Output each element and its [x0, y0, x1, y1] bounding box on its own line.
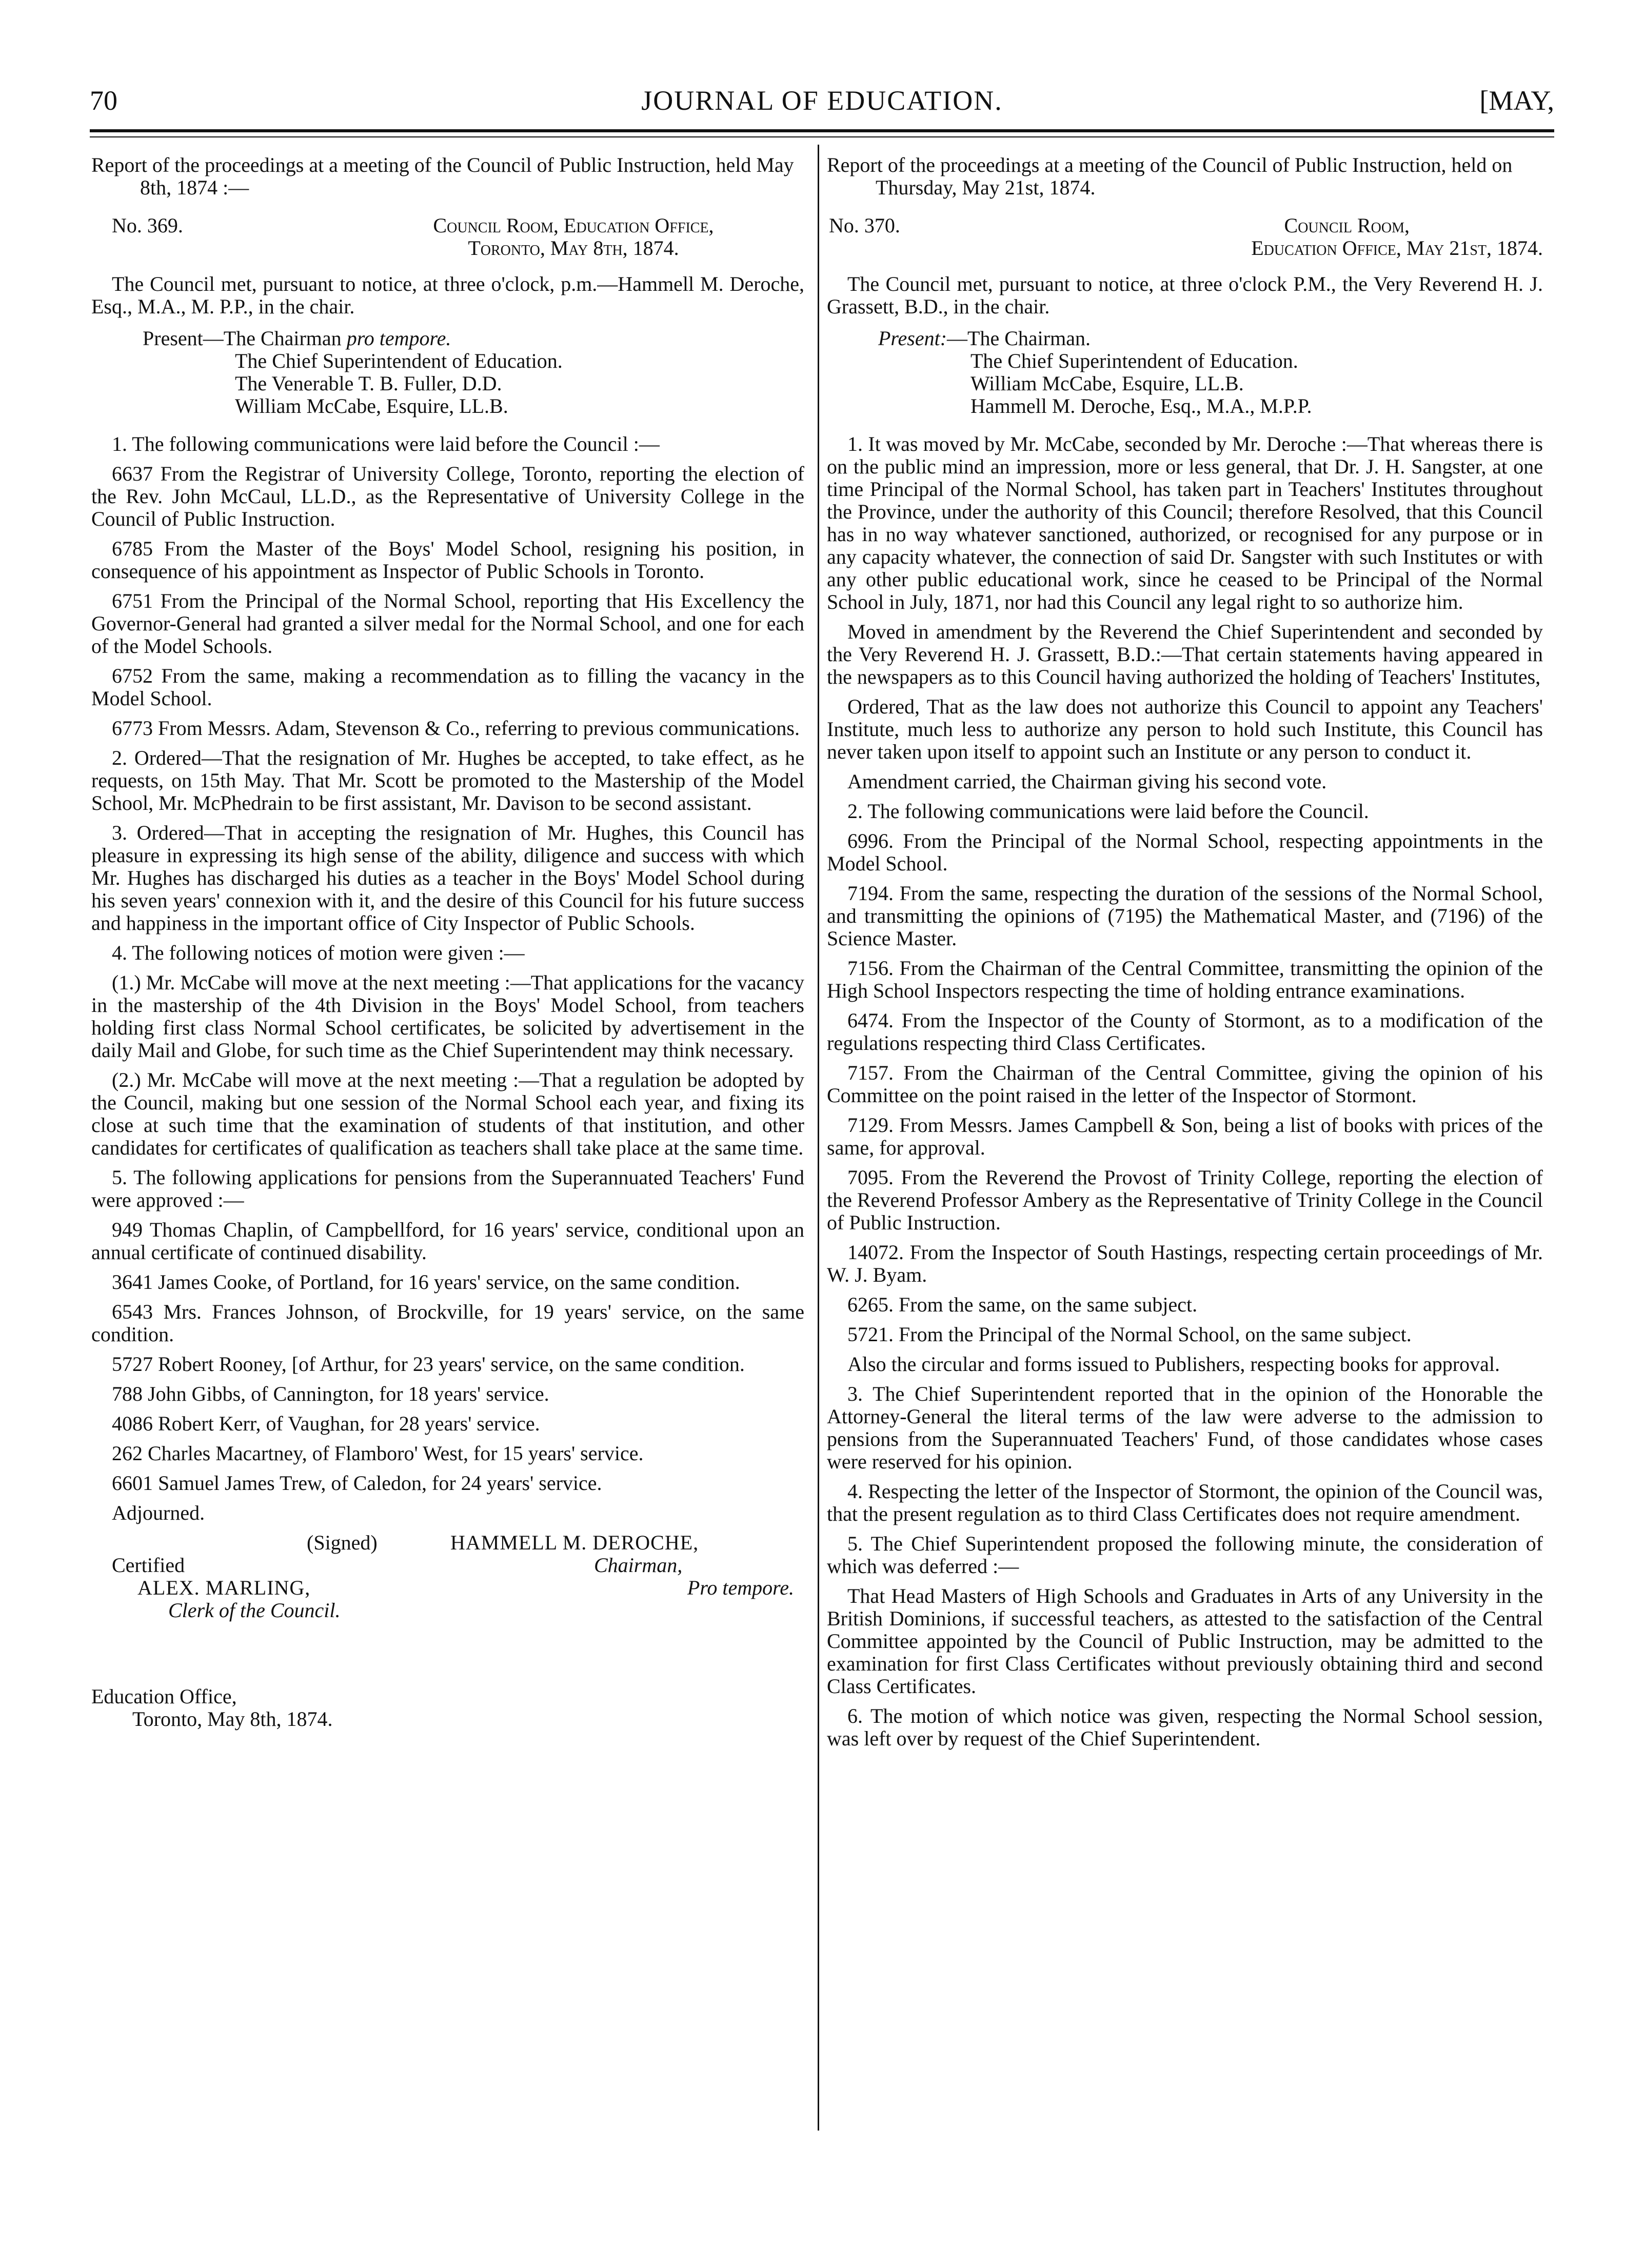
clerk-name: ALEX. MARLING,	[137, 1576, 311, 1599]
report-intro-370: Report of the proceedings at a meeting of the Council of Public Instruction, held on Thursday, May 21st, 1874.	[827, 154, 1513, 199]
paragraph: 4. Respecting the letter of the Inspector of Stormont, the opinion of the Council was, that the present regulation as to third Class Certificates does not require amendment.	[827, 1480, 1543, 1525]
meeting-place-line1: Council Room,	[1284, 214, 1410, 237]
paragraph: 6474. From the Inspector of the County of Stormont, as to a modification of the regulations respecting third Class Certificates.	[827, 1009, 1543, 1055]
signature-block	[91, 1531, 804, 1655]
column-divider	[818, 145, 819, 2131]
paragraph: 7157. From the Chairman of the Central Committee, giving the opinion of his Committee on the point raised in the letter of the Inspector of Stormont.	[827, 1061, 1543, 1107]
meeting-number: No. 369.	[112, 214, 183, 237]
present-list	[91, 327, 804, 417]
clerk-title: Clerk of the Council.	[168, 1599, 341, 1622]
paragraph: 6785 From the Master of the Boys' Model School, resigning his position, in consequence of his appointment as Inspector of Public Schools in Toronto.	[91, 537, 804, 583]
present-member: Hammell M. Deroche, Esq., M.A., M.P.P.	[970, 394, 1312, 417]
paragraph: 5721. From the Principal of the Normal School, on the same subject.	[847, 1323, 1412, 1346]
present-member: The Chief Superintendent of Education.	[970, 349, 1298, 372]
meeting-opening: The Council met, pursuant to notice, at three o'clock P.M., the Very Reverend H. J. Grassett, B.D., in the chair.	[827, 272, 1543, 318]
paragraph: 2. Ordered—That the resignation of Mr. Hughes be accepted, to take effect, as he requests, on 15th May. That Mr. Scott be promoted to the Mastership of the Model School, Mr. McPhedrain to be first assistant, Mr. Davison to be second assistant.	[91, 746, 804, 814]
paragraph: 1. It was moved by Mr. McCabe, seconded by Mr. Deroche :—That whereas there is on the public mind an impression, more or less general, that Dr. J. H. Sangster, at one time Principal of the Normal School, has taken part in Teachers' Institutes throughout the Province, under the authority of this Council; therefore Resolved, that this Council has in no way whatever sanctioned, authorized, or recognised for any purpose or in any capacity whatever, the connection of said Dr. Sangster with such Institutes or with any other public educational work, since he ceased to be Principal of the Normal School in July, 1871, nor had this Council any legal right to so authorize him.	[827, 432, 1543, 613]
meeting-place-line2: Education Office, May 21st, 1874.	[1251, 236, 1543, 260]
header-rule-thick	[90, 129, 1554, 132]
paragraph: Moved in amendment by the Reverend the Chief Superintendent and seconded by the Very Reverend H. J. Grassett, B.D.:—That certain statements having appeared in the newspapers as to this Council having authorized the holding of Teachers' Institutes,	[827, 620, 1543, 688]
paragraph: 5. The Chief Superintendent proposed the following minute, the consideration of which was deferred :—	[827, 1532, 1543, 1578]
paragraph: 7156. From the Chairman of the Central Committee, transmitting the opinion of the High School Inspectors respecting the time of holding entrance examinations.	[827, 957, 1543, 1002]
paragraph: That Head Masters of High Schools and Graduates in Arts of any University in the British Dominions, if successful teachers, as attested to the satisfaction of the Central Committee appointed by the Council of Public Instruction, may be admitted to the examination for first Class Certificates without previously obtaining third and second Class Certificates.	[827, 1584, 1543, 1698]
certified-label: Certified	[112, 1554, 185, 1577]
paragraph: 6637 From the Registrar of University College, Toronto, reporting the election of the Rev. John McCaul, LL.D., as the Representative of University College in the Council of Public Instruction.	[91, 462, 804, 530]
dateline-office: Education Office,	[91, 1685, 237, 1708]
paragraph: 6773 From Messrs. Adam, Stevenson & Co., referring to previous communications.	[112, 717, 800, 740]
paragraph: 2. The following communications were laid before the Council.	[847, 800, 1369, 823]
dateline-date: Toronto, May 8th, 1874.	[132, 1707, 333, 1730]
paragraph: 6996. From the Principal of the Normal School, respecting appointments in the Model School.	[827, 829, 1543, 875]
meeting-place	[1122, 214, 1543, 260]
meeting-place-line2: Toronto, May 8th, 1874.	[468, 236, 679, 260]
journal-title: JOURNAL OF EDUCATION.	[641, 85, 1003, 116]
present-member: The Venerable T. B. Fuller, D.D.	[235, 372, 502, 395]
present-label: Present—The Chairman	[143, 327, 347, 350]
signer-name: HAMMELL M. DEROCHE,	[450, 1531, 699, 1554]
paragraph: 6751 From the Principal of the Normal School, reporting that His Excellency the Governor-General had granted a silver medal for the Normal School, and one for each of the Model Schools.	[91, 589, 804, 658]
paragraph: Also the circular and forms issued to Publishers, respecting books for approval.	[847, 1352, 1500, 1376]
meeting-number: No. 370.	[829, 214, 900, 237]
header-rule-thin	[90, 136, 1554, 137]
meeting-place-line1: Council Room, Education Office,	[433, 214, 714, 237]
present-list	[827, 327, 1543, 417]
paragraph: Amendment carried, the Chairman giving his second vote.	[847, 770, 1327, 793]
present-first-line	[878, 327, 1543, 350]
right-column	[827, 154, 1543, 2134]
paragraph: 6601 Samuel James Trew, of Caledon, for 24 years' service.	[112, 1471, 602, 1495]
page-header	[90, 85, 1554, 126]
left-column	[91, 154, 804, 2134]
paragraph: 3. Ordered—That in accepting the resignation of Mr. Hughes, this Council has pleasure in expressing its high sense of the ability, diligence and success with which Mr. Hughes has discharged his duties as a teacher in the Boys' Model School during his seven years' connexion with it, and the desire of this Council for his future success and happiness in the important office of City Inspector of Public Schools.	[91, 821, 804, 934]
paragraph: 4086 Robert Kerr, of Vaughan, for 28 years' service.	[112, 1412, 540, 1435]
paragraph: 6543 Mrs. Frances Johnson, of Brockville, for 19 years' service, on the same condition.	[91, 1300, 804, 1346]
present-label: Present:	[878, 327, 947, 350]
paragraph: 6. The motion of which notice was given, respecting the Normal School session, was left over by request of the Chief Superintendent.	[827, 1704, 1543, 1750]
paragraph: 14072. From the Inspector of South Hastings, respecting certain proceedings of Mr. W. J. Byam.	[827, 1241, 1543, 1286]
paragraph: 6752 From the same, making a recommendation as to filling the vacancy in the Model School.	[91, 664, 804, 710]
paragraph: 3. The Chief Superintendent reported that in the opinion of the Honorable the Attorney-General the literal terms of the law were adverse to the admission to pensions from the Superannuated Teachers' Fund, of those candidates whose cases were reserved for his opinion.	[827, 1382, 1543, 1473]
paragraph: 6265. From the same, on the same subject.	[847, 1293, 1198, 1316]
paragraph: 788 John Gibbs, of Cannington, for 18 years' service.	[112, 1382, 549, 1405]
paragraph: Ordered, That as the law does not authorize this Council to appoint any Teachers' Institute, much less to authorize any person to hold such Institute, this Council has never taken upon itself to appoint such an Institute or any person to conduct it.	[827, 695, 1543, 763]
meeting-heading-370	[827, 214, 1543, 260]
paragraph: 3641 James Cooke, of Portland, for 16 years' service, on the same condition.	[112, 1270, 740, 1294]
paragraph: 5727 Robert Rooney, [of Arthur, for 23 years' service, on the same condition.	[112, 1352, 745, 1376]
present-member: William McCabe, Esquire, LL.B.	[235, 394, 508, 417]
present-first-line	[143, 327, 804, 350]
present-chairman: —The Chairman.	[947, 327, 1091, 350]
paragraph: 4. The following notices of motion were given :—	[112, 941, 525, 964]
present-label-italic: pro tempore.	[346, 327, 451, 350]
paragraph: 262 Charles Macartney, of Flamboro' West, for 15 years' service.	[112, 1442, 644, 1465]
page-month: [MAY,	[1479, 85, 1554, 116]
pro-tempore: Pro tempore.	[687, 1576, 794, 1599]
signed-label: (Signed)	[307, 1531, 378, 1554]
chairman-title: Chairman,	[594, 1554, 683, 1577]
paragraph: 949 Thomas Chaplin, of Campbellford, for 16 years' service, conditional upon an annual certificate of continued disability.	[91, 1218, 804, 1264]
paragraph: 7129. From Messrs. James Campbell & Son, being a list of books with prices of the same, for approval.	[827, 1113, 1543, 1159]
paragraph: 7095. From the Reverend the Provost of Trinity College, reporting the election of the Reverend Professor Ambery as the Representative of Trinity College in the Council of Public Instruction.	[827, 1166, 1543, 1234]
paragraph: 1. The following communications were laid before the Council :—	[112, 432, 660, 455]
meeting-place	[343, 214, 804, 260]
adjourned: Adjourned.	[112, 1501, 205, 1524]
present-member: William McCabe, Esquire, LL.B.	[970, 372, 1244, 395]
paragraph: (2.) Mr. McCabe will move at the next meeting :—That a regulation be adopted by the Council, making but one session of the Normal School each year, and fixing its close at such time that the examination of students of that institution, and other candidates for certificates of qualification as teachers shall take place at the same time.	[91, 1068, 804, 1159]
dateline	[91, 1685, 804, 1730]
paragraph: (1.) Mr. McCabe will move at the next meeting :—That applications for the vacancy in the mastership of the 4th Division in the Boys' Model School, from teachers holding first class Normal School certificates, be solicited by advertisement in the daily Mail and Globe, for such time as the Chief Superintendent may think necessary.	[91, 971, 804, 1062]
meeting-heading-369	[91, 214, 804, 260]
paragraph: 7194. From the same, respecting the duration of the sessions of the Normal School, and transmitting the opinions of (7195) the Mathematical Master, and (7196) of the Science Master.	[827, 882, 1543, 950]
meeting-opening: The Council met, pursuant to notice, at three o'clock, p.m.—Hammell M. Deroche, Esq., M.A., M. P.P., in the chair.	[91, 272, 804, 318]
page-number: 70	[90, 85, 117, 116]
paragraph: 5. The following applications for pensions from the Superannuated Teachers' Fund were approved :—	[91, 1166, 804, 1211]
report-intro-369: Report of the proceedings at a meeting of the Council of Public Instruction, held May 8th, 1874 :—	[91, 154, 794, 199]
present-member: The Chief Superintendent of Education.	[235, 349, 563, 372]
